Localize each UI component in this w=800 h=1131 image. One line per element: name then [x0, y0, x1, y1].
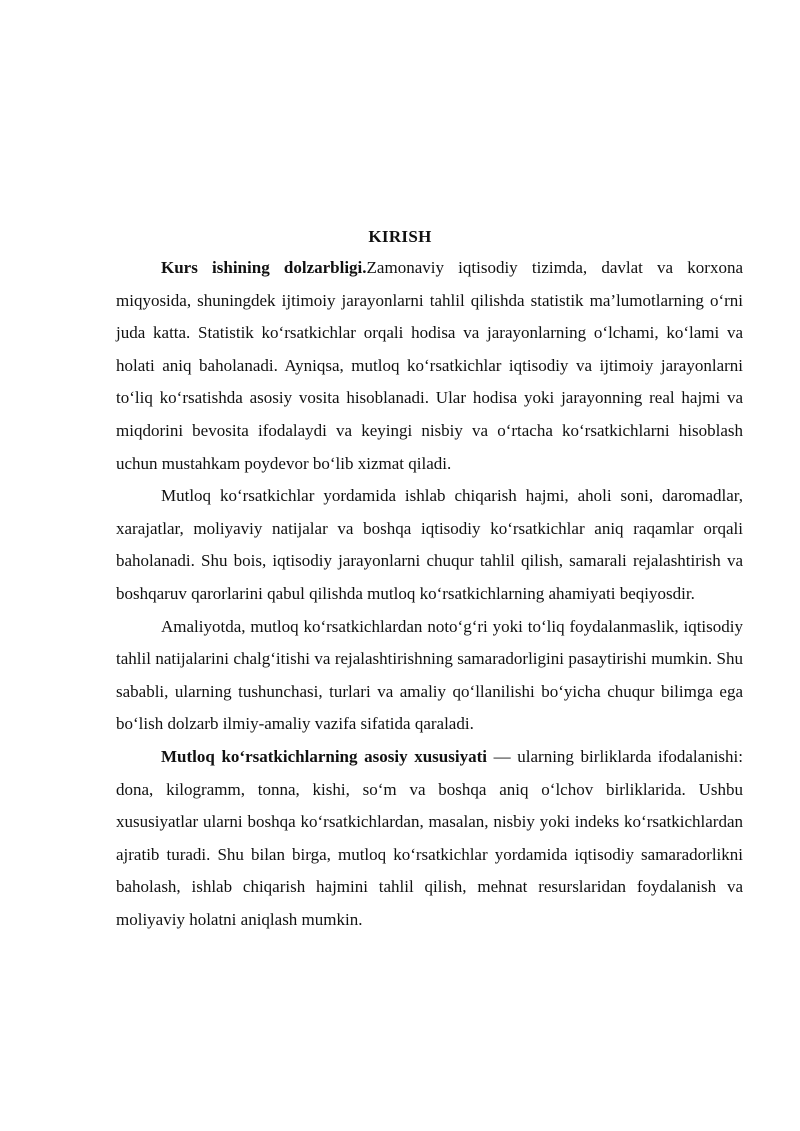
- paragraph-lead-separator: [487, 747, 494, 766]
- paragraph-absolute-indicators: [116, 480, 743, 610]
- paragraph-text: — ularning birliklarda ifodalanishi: dona, kilogramm, tonna, kishi, so‘m va boshqa aniq o‘lchov birliklarida. Ushbu xususiyatlar ularni boshqa ko‘rsatkichlardan, masalan, nisbiy yoki indeks ko‘rsatkichlardan ajratib turadi. Shu bilan birga, mutloq ko‘rsatkichlar yordamida iqtisodiy samaradorlikni baholash, ishlab chiqarish hajmini tahlil qilish, mehnat resurslaridan foydalanish va moliyaviy holatni aniqlash mumkin.: [116, 746, 743, 929]
- paragraph-main-feature: [116, 741, 743, 937]
- paragraph-practice: [116, 611, 743, 741]
- paragraph-lead: Mutloq ko‘rsatkichlarning asosiy xususiyati: [161, 746, 487, 766]
- body-text: [116, 252, 743, 936]
- page-title: KIRISH: [368, 227, 432, 246]
- paragraph-text: Zamonaviy iqtisodiy tizimda, davlat va korxona miqyosida, shuningdek ijtimoiy jarayonlarni tahlil qilishda statistik ma’lumotlarning o‘rni juda katta. Statistik ko‘rsatkichlar orqali hodisa va jarayonlarning o‘lchami, ko‘lami va holati aniq baholanadi. Ayniqsa, mutloq ko‘rsatkichlar iqtisodiy va ijtimoiy jarayonlarni to‘liq ko‘rsatishda asosiy vosita hisoblanadi. Ular hodisa yoki jarayonning real hajmi va miqdorini bevosita ifodalaydi va keyingi nisbiy va o‘rtacha ko‘rsatkichlarni hisoblash uchun mustahkam poydevor bo‘lib xizmat qiladi.: [116, 258, 744, 473]
- paragraph-text: Amaliyotda, mutloq ko‘rsatkichlardan noto‘g‘ri yoki to‘liq foydalanmaslik, iqtisodiy tahlil natijalarini chalg‘itishi va rejalashtirishning samaradorligini pasaytirishi mumkin. Shu sababli, ularning tushunchasi, turlari va amaliy qo‘llanilishi bo‘yicha chuqur bilimga ega bo‘lish dolzarb ilmiy-amaliy vazifa sifatida qaraladi.: [116, 616, 743, 734]
- paragraph-lead: Kurs ishining dolzarbligi.: [161, 258, 367, 277]
- paragraph-relevance: [116, 252, 743, 480]
- paragraph-text: Mutloq ko‘rsatkichlar yordamida ishlab chiqarish hajmi, aholi soni, daromadlar, xarajatlar, moliyaviy natijalar va boshqa iqtisodiy ko‘rsatkichlar aniq raqamlar orqali baholanadi. Shu bois, iqtisodiy jarayonlarni chuqur tahlil qilish, samarali rejalashtirish va boshqaruv qarorlarini qabul qilishda mutloq ko‘rsatkichlarning ahamiyati beqiyosdir.: [116, 486, 743, 603]
